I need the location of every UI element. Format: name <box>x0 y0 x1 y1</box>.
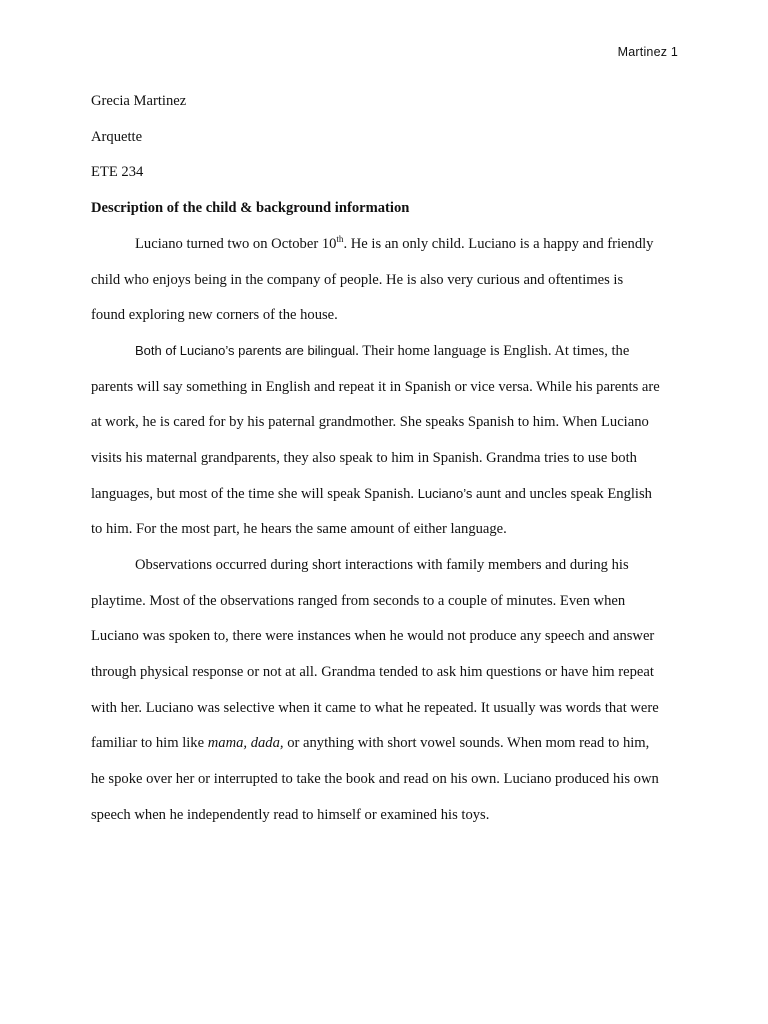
paragraph-line: at work, he is cared for by his paternal grandmother. She speaks Spanish to him. When Luciano <box>91 414 649 430</box>
paragraph-line: playtime. Most of the observations ranged from seconds to a couple of minutes. Even when <box>91 593 626 609</box>
superscript: th <box>336 234 344 244</box>
paragraph-line: found exploring new corners of the house. <box>91 307 338 323</box>
text-run: . He is an only child. Luciano is a happy and friendly <box>343 236 654 252</box>
text-run: Both of Luciano’s parents are bilingual <box>135 343 356 358</box>
paragraph-line: through physical response or not at all. Grandma tended to ask him questions or have him repeat <box>91 664 654 680</box>
text-run: languages, but most of the time she will speak Spanish. <box>91 486 418 502</box>
text-run: Luciano turned two on October 10 <box>135 236 337 252</box>
paragraph-line: visits his maternal grandparents, they also speak to him in Spanish. Grandma tries to use both <box>91 450 637 466</box>
text-run: familiar to him like <box>91 735 208 751</box>
running-head: Martinez 1 <box>617 45 678 59</box>
section-title: Description of the child & background information <box>91 200 410 216</box>
instructor-name: Arquette <box>91 129 143 145</box>
paragraph-line <box>91 486 652 503</box>
paragraph-line <box>135 236 653 253</box>
paragraph-line: Luciano was spoken to, there were instances when he would not produce any speech and answer <box>91 628 655 644</box>
paragraph-line: child who enjoys being in the company of people. He is also very curious and oftentimes is <box>91 272 624 288</box>
emphasis-run: mama, dada, <box>207 735 284 751</box>
paragraph-line: he spoke over her or interrupted to take the book and read on his own. Luciano produced his own <box>91 771 659 787</box>
paragraph-line: to him. For the most part, he hears the same amount of either language. <box>91 521 507 537</box>
paragraph-line: speech when he independently read to himself or examined his toys. <box>91 807 490 823</box>
paragraph-line <box>135 343 629 360</box>
text-run: aunt and uncles speak English <box>472 486 652 502</box>
course-name: ETE 234 <box>91 164 144 180</box>
paragraph-line: parents will say something in English and repeat it in Spanish or vice versa. While his parents are <box>91 379 660 395</box>
author-name: Grecia Martinez <box>91 93 187 109</box>
paragraph-line <box>91 735 649 752</box>
text-run: . Their home language is English. At times, the <box>355 343 630 359</box>
paragraph-line: Observations occurred during short interactions with family members and during his <box>135 557 629 573</box>
paragraph-line: with her. Luciano was selective when it came to what he repeated. It usually was words that were <box>91 700 659 716</box>
text-run: Luciano’s <box>417 486 473 501</box>
text-run: or anything with short vowel sounds. When mom read to him, <box>283 735 650 751</box>
